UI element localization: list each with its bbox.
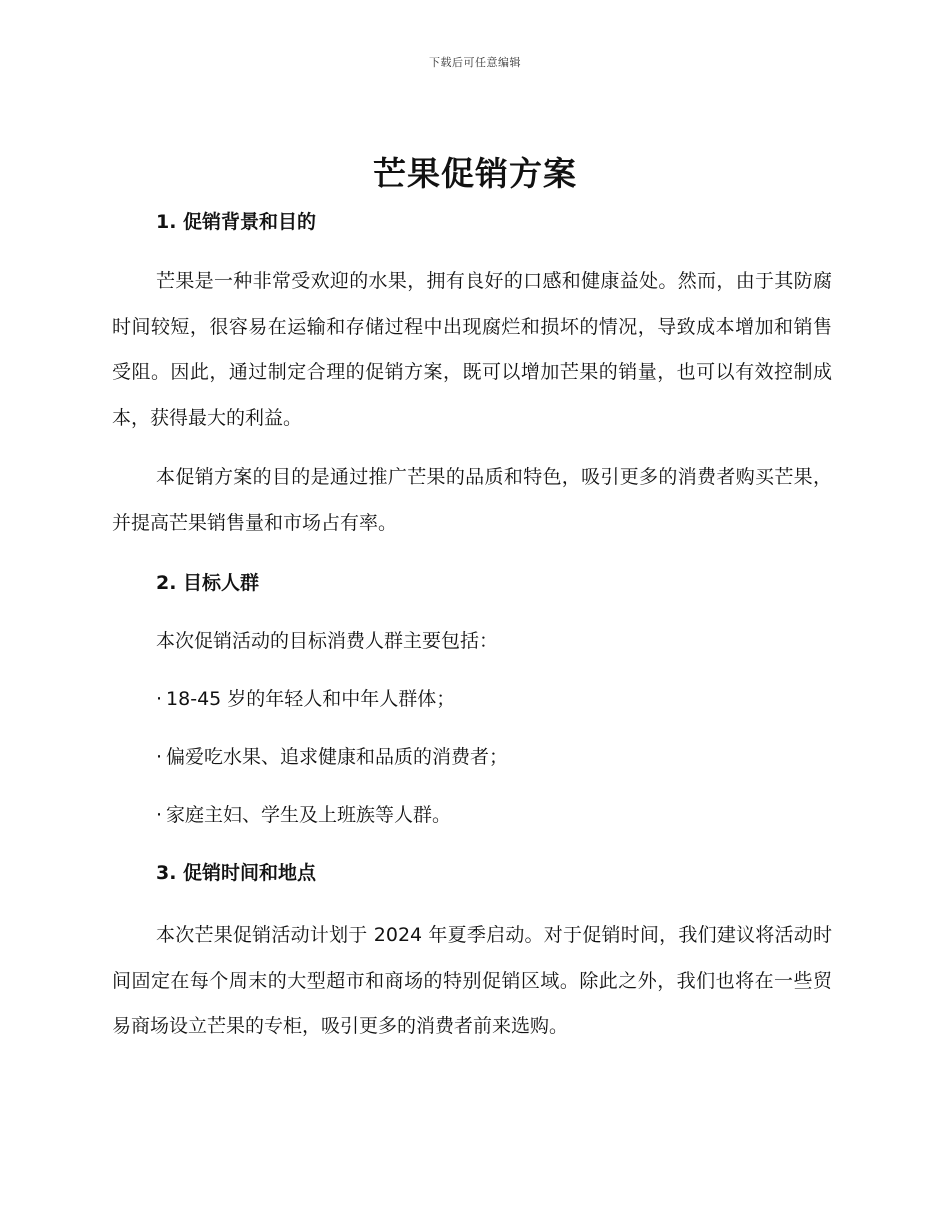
section-heading-background: 1. 促销背景和目的 bbox=[156, 211, 317, 233]
document-title: 芒果促销方案 bbox=[373, 154, 577, 193]
section-heading-target-group: 2. 目标人群 bbox=[156, 572, 260, 594]
bullet-icon: · bbox=[156, 688, 163, 710]
list-item-text: 偏爱吃水果、追求健康和品质的消费者； bbox=[166, 746, 509, 768]
bullet-icon: · bbox=[156, 804, 163, 826]
section-heading-time-place: 3. 促销时间和地点 bbox=[156, 862, 317, 884]
list-item bbox=[112, 797, 832, 855]
list-item-text: 家庭主妇、学生及上班族等人群。 bbox=[166, 804, 452, 826]
document-body bbox=[112, 204, 832, 1050]
list-item-text: 18-45 岁的年轻人和中年人群体； bbox=[166, 688, 456, 710]
list-item bbox=[112, 739, 832, 797]
paragraph-background: 芒果是一种非常受欢迎的水果，拥有良好的口感和健康益处。然而，由于其防腐时间较短，很容易在运输和存储过程中出现腐烂和损坏的情况，导致成本增加和销售受阻。因此，通过制定合理的促销方案，既可以增加芒果的销量，也可以有效控制成本，获得最大的利益。 bbox=[112, 270, 832, 429]
paragraph-purpose: 本促销方案的目的是通过推广芒果的品质和特色，吸引更多的消费者购买芒果，并提高芒果销售量和市场占有率。 bbox=[112, 466, 832, 534]
bullet-icon: · bbox=[156, 746, 163, 768]
paragraph-time-place: 本次芒果促销活动计划于 2024 年夏季启动。对于促销时间，我们建议将活动时间固定在每个周末的大型超市和商场的特别促销区域。除此之外，我们也将在一些贸易商场设立芒果的专柜，吸引更多的消费者前来选购。 bbox=[112, 924, 832, 1037]
list-item bbox=[112, 681, 832, 739]
target-group-intro: 本次促销活动的目标消费人群主要包括： bbox=[156, 630, 499, 652]
header-note: 下载后可任意编辑 bbox=[429, 56, 521, 69]
